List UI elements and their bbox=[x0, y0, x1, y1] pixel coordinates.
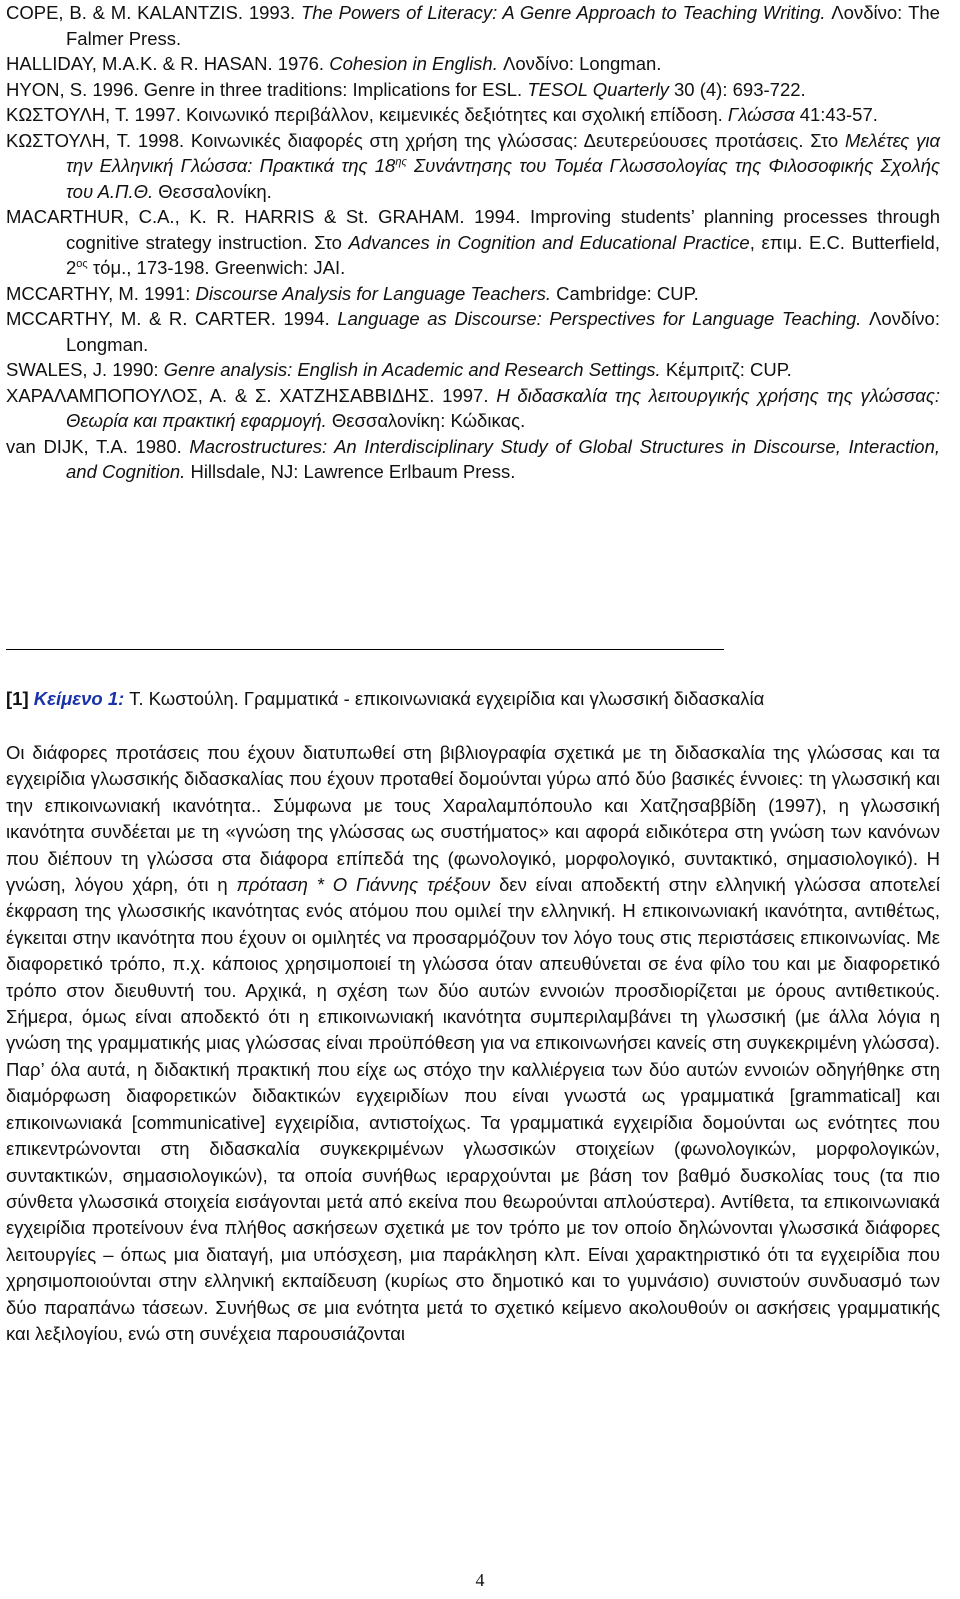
bibliography bbox=[6, 0, 940, 485]
reference-entry: ΚΩΣΤΟΥΛΗ, Τ. 1997. Κοινωνικό περιβάλλον, κειμενικές δεξιότητες και σχολική επίδοση. Γλώσσα 41:43-57. bbox=[6, 104, 878, 125]
page-number: 4 bbox=[475, 1570, 485, 1590]
footnote-separator bbox=[6, 649, 724, 650]
reference-title: Language as Discourse: Perspectives for Language Teaching. bbox=[337, 308, 862, 329]
reference-entry: van DIJK, T.A. 1980. Macrostructures: An Interdisciplinary Study of Global Structures in Discourse, Interaction, and Cognition. Hillsdale, NJ: Lawrence Erlbaum Press. bbox=[6, 435, 941, 482]
reference-title: Advances in Cognition and Educational Practice bbox=[348, 231, 750, 253]
footnote-heading bbox=[6, 686, 940, 712]
reference-entry: ΚΩΣΤΟΥΛΗ, Τ. 1998. Κοινωνικές διαφορές στη χρήση της γλώσσας: Δευτερεύουσες προτάσεις. Στο Μελέτες για την Ελληνική Γλώσσα: Πρακτικά της $18^{\eta\varsigma}$ Συνάντησης του Τομέα Γλωσσολογίας της Φιλοσοφικής Σχολής του Α.Π.Θ. Θεσσαλονίκη. bbox=[6, 129, 940, 202]
example-sentence: πρόταση * Ο Γιάννης τρέξουν bbox=[236, 874, 491, 896]
reference-entry: COPE, B. & M. KALANTZIS. 1993. The Powers of Literacy: A Genre Approach to Teaching Writing. Λονδίνο: The Falmer Press. bbox=[6, 2, 940, 49]
reference-entry: MCCARTHY, M. & R. CARTER. 1994. Language as Discourse: Perspectives for Language Teaching. Λονδίνο: Longman. bbox=[6, 308, 940, 355]
reference-title: Cohesion in English. bbox=[329, 53, 498, 74]
reference-title: Genre analysis: English in Academic and Research Settings. bbox=[163, 359, 661, 380]
reference-title: Η διδασκαλία της λειτουργικής χρήσης της γλώσσας: Θεωρία και πρακτική εφαρμογή. bbox=[66, 384, 940, 431]
reference-title: Macrostructures: An Interdisciplinary Study of Global Structures in Discourse, Interaction, and Cognition. bbox=[66, 435, 941, 482]
reference-entry: HYON, S. 1996. Genre in three traditions: Implications for ESL. TESOL Quarterly 30 (4): 693-722. bbox=[6, 78, 806, 100]
reference-entry: HALLIDAY, M.A.K. & R. HASAN. 1976. Cohesion in English. Λονδίνο: Longman. bbox=[6, 53, 662, 74]
reference-title: The Powers of Literacy: A Genre Approach to Teaching Writing. bbox=[300, 2, 826, 23]
reference-title: Γλώσσα bbox=[727, 104, 795, 125]
reference-entry: SWALES, J. 1990: Genre analysis: English in Academic and Research Settings. Κέμπριτζ: CUP. bbox=[6, 359, 792, 380]
body-paragraph: Οι διάφορες προτάσεις που έχουν διατυπωθεί στη βιβλιογραφία σχετικά με τη διδασκαλία της γλώσσας και τα εγχειρίδια γλωσσικής διδασκαλίας που έχουν προταθεί δομούνται γύρω από δύο βασικές έννοιες: τη γλωσσική και την επικοινωνιακή ικανότητα.. Σύμφωνα με τους Χαραλαμπόπουλο και Χατζησαββίδη (1997), η γλωσσική ικανότητα συνδέεται με τη «γνώση της γλώσσας ως συστήματος» και αφορά ειδικότερα στη γνώση των κανόνων που διέπουν τη γλώσσα στα διάφορα επίπεδά της (φωνολογικό, μορφολογικό, συντακτικό, σημασιολογικό). Η γνώση, λόγου χάρη, ότι η πρόταση * Ο Γιάννης τρέξουν δεν είναι αποδεκτή στην ελληνική γλώσσα αποτελεί έκφραση της γλωσσικής ικανότητας ενός ατόμου που ομιλεί την ελληνική. Η επικοινωνιακή ικανότητα, αντιθέτως, έγκειται στην ικανότητα που έχουν οι ομιλητές να προσαρμόζουν τον λόγο τους στις περιστάσεις επικοινωνίας. Με διαφορετικό τρόπο, π.χ. κάποιος χρησιμοποιεί τη γλώσσα όταν απευθύνεται σε ένα φίλο του και με διαφορετικό τρόπο στον διευθυντή του. Αρχικά, η σχέση των δύο αυτών εννοιών προσδιορίζεται με όρους αντιθετικούς. Σήμερα, όμως είναι αποδεκτό ότι η επικοινωνιακή ικανότητα συμπεριλαμβάνει τη γλωσσική (με άλλα λόγια η γνώση της γραμματικής μιας γλώσσας είναι προϋπόθεση για να επικοινωνήσει κανείς στη συγκεκριμένη γλώσσα). Παρ’ όλα αυτά, η διδακτική πρακτική που είχε ως στόχο την καλλιέργεια των δύο αυτών εννοιών οδηγήθηκε στη διαμόρφωση διαφορετικών διδακτικών εγχειριδίων που είναι γνωστά ως γραμματικά [grammatical] και επικοινωνιακά [communicative] εγχειρίδια, αντιστοίχως. Τα γραμματικά εγχειρίδια δομούνται ως ενότητες που επικεντρώνονται στη διδασκαλία συγκεκριμένων γλωσσικών στοιχείων (φωνολογικών, μορφολογικών, συντακτικών, σημασιολογικών), τα οποία συνήθως ιεραρχούνται με βάση τον βαθμό δυσκολίας τους (τα πιο σύνθετα γλωσσικά στοιχεία εισάγονται μετά από εκείνα που θεωρούνται απλούστερα). Αντίθετα, τα επικοινωνιακά εγχειρίδια προτείνουν ένα πλήθος ασκήσεων σχετικά με τον τρόπο με τον οποίο δηλώνονται γλωσσικά διάφορες λειτουργίες – όπως μια διαταγή, μια υπόσχεση, μια παράκληση κλπ. Είναι χαρακτηριστικό ότι τα εγχειρίδια που χρησιμοποιούνται στην ελληνική εκπαίδευση (κυρίως στο δημοτικό και το γυμνάσιο) συνιστούν συνδυασμό των δύο παραπάνω τάσεων. Συνήθως σε μια ενότητα μετά το σχετικό κείμενο ακολουθούν οι ασκήσεις γραμματικής και λεξιλογίου, ενώ στη συνέχεια παρουσιάζονται bbox=[6, 742, 940, 1344]
footnote-mark[interactable]: [1] bbox=[6, 688, 29, 709]
ordinal-superscript: ης bbox=[395, 155, 407, 168]
reference-title: Discourse Analysis for Language Teachers. bbox=[195, 282, 551, 304]
footnote-title: Κείμενο 1: bbox=[33, 688, 125, 709]
reference-entry: ΧΑΡΑΛΑΜΠΟΠΟΥΛΟΣ, Α. & Σ. ΧΑΤΖΗΣΑΒΒΙΔΗΣ. 1997. Η διδασκαλία της λειτουργικής χρήσης της γλώσσας: Θεωρία και πρακτική εφαρμογή. Θεσσαλονίκη: Κώδικας. bbox=[6, 384, 940, 431]
ordinal-superscript: ος bbox=[76, 257, 88, 270]
reference-entry: MACARTHUR, C.A., K. R. HARRIS & St. GRAHAM. 1994. Improving students’ planning processes through cognitive strategy instruction. Στο Advances in Cognition and Educational Practice, επιμ. E.C. Butterfield, $2^{o\varsigma}$ τόμ., 173-198. Greenwich: JAI. bbox=[6, 206, 940, 278]
footnote-text: Τ. Κωστούλη. Γραμματικά - επικοινωνιακά εγχειρίδια και γλωσσική διδασκαλία bbox=[124, 688, 765, 709]
reference-title: Μελέτες για την Ελληνική Γλώσσα: Πρακτικά της 18 bbox=[66, 129, 940, 176]
reference-entry: MCCARTHY, M. 1991: Discourse Analysis for Language Teachers. Cambridge: CUP. bbox=[6, 282, 699, 304]
reference-title: TESOL Quarterly bbox=[527, 78, 669, 100]
reference-title-continued: Συνάντησης του Τομέα Γλωσσολογίας της Φιλοσοφικής Σχολής του Α.Π.Θ. bbox=[66, 155, 940, 202]
